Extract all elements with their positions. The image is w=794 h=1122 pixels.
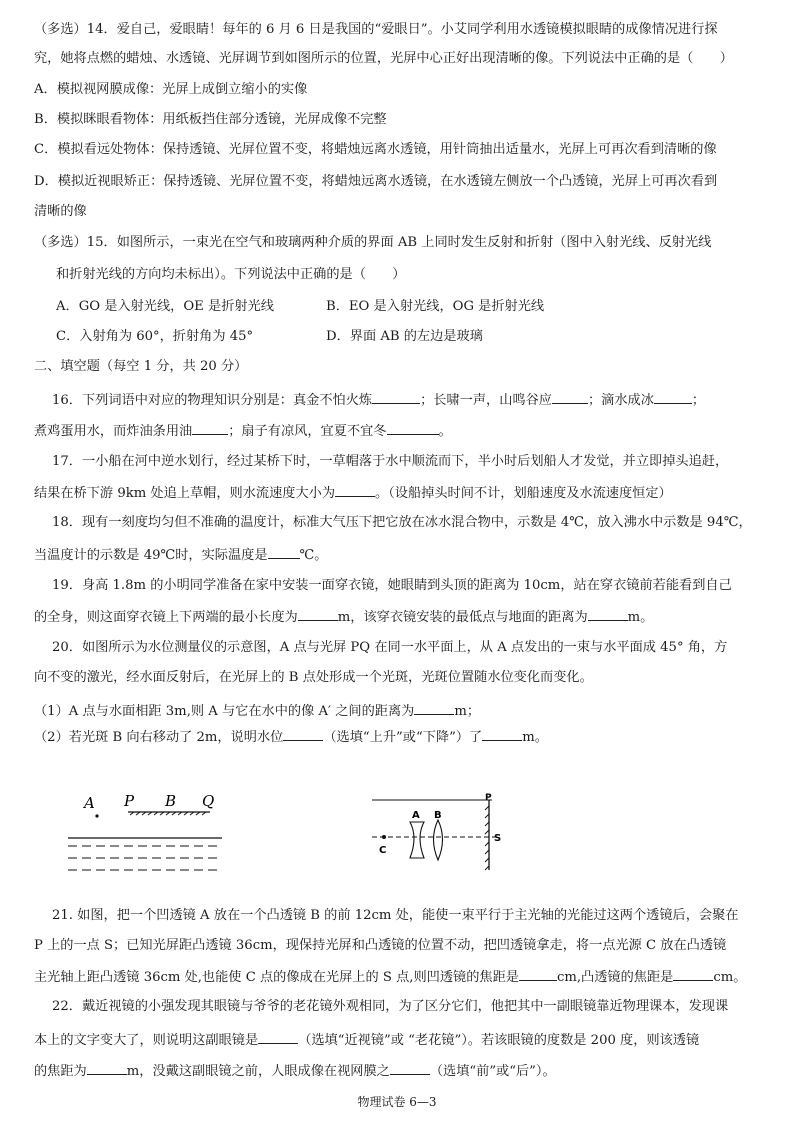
fig20-label-p: P bbox=[124, 792, 135, 810]
q14-option-b: B．模拟眯眼看物体：用纸板挡住部分透镜，光屏成像不完整 bbox=[34, 112, 387, 127]
q19-blank-1[interactable] bbox=[298, 606, 338, 621]
q20-blank-3[interactable] bbox=[482, 726, 522, 741]
q18-text-b: ℃。 bbox=[299, 548, 328, 563]
q18-line1: 18．现有一刻度均匀但不准确的温度计，标准大气压下把它放在冰水混合物中，示数是 4℃，放入沸水中示数是 94℃， bbox=[52, 515, 752, 530]
q20-blank-1[interactable] bbox=[414, 700, 454, 715]
lens-system-figure bbox=[368, 790, 518, 872]
q22-text-d: m，没戴这副眼镜之前，人眼成像在视网膜之 bbox=[126, 1064, 390, 1079]
q16-blank-4[interactable] bbox=[192, 420, 228, 435]
q21-text-c: cm。 bbox=[713, 970, 747, 985]
q21-line1: 21. 如图，把一个凹透镜 A 放在一个凸透镜 B 的前 12cm 处，能使一束平行于主光轴的光能过这两个透镜后，会聚在 bbox=[52, 908, 739, 923]
q21-blank-2[interactable] bbox=[673, 966, 713, 981]
q16-text-a: 16．下列词语中对应的物理知识分别是：真金不怕火炼 bbox=[52, 393, 373, 408]
q22-blank-3[interactable] bbox=[390, 1060, 430, 1075]
q19-line2 bbox=[34, 606, 653, 628]
q16-text-f: ；扇子有凉风，宜夏不宜冬 bbox=[228, 424, 387, 439]
q20-text-1a: （1）A 点与水面相距 3m,则 A 与它在水中的像 A′ 之间的距离为 bbox=[34, 704, 415, 719]
page-footer: 物理试卷 6—3 bbox=[357, 1095, 437, 1109]
q16-text-d: ； bbox=[691, 393, 706, 408]
q20-text-1b: m； bbox=[454, 704, 481, 719]
q17-blank-1[interactable] bbox=[335, 482, 375, 497]
fig20-label-q: Q bbox=[202, 792, 215, 810]
q17-line1: 17．一小船在河中逆水划行，经过某桥下时，一草帽落于水中顺流而下，半小时后划船人才发觉，并立即掉头追赶， bbox=[52, 454, 729, 469]
q16-blank-5[interactable] bbox=[387, 420, 439, 435]
q21-line2: P 上的一点 S；已知光屏距凸透镜 36cm，现保持光屏和凸透镜的位置不动，把凹透镜拿走，将一点光源 C 放在凸透镜 bbox=[34, 938, 727, 953]
q17-line2 bbox=[34, 482, 672, 504]
fig21-label-c: C bbox=[379, 845, 387, 856]
q15-stem-line1: （多选）15．如图所示，一束光在空气和玻璃两种介质的界面 AB 上同时发生反射和折射（图中入射光线、反射光线 bbox=[34, 235, 712, 250]
q18-blank-1[interactable] bbox=[268, 544, 300, 559]
q15-option-d: D．界面 AB 的左边是玻璃 bbox=[326, 329, 483, 344]
q19-blank-2[interactable] bbox=[588, 606, 628, 621]
q18-line2 bbox=[34, 544, 328, 566]
q20-line2: 向不变的激光，经水面反射后，在光屏上的 B 点处形成一个光斑，光斑位置随水位变化而变化。 bbox=[34, 670, 593, 685]
q14-option-a: A．模拟视网膜成像：光屏上成倒立缩小的实像 bbox=[34, 82, 308, 97]
q17-text-b: 。（设船掉头时间不计，划船速度及水流速度恒定） bbox=[375, 486, 672, 501]
q19-text-b: m，该穿衣镜安装的最低点与地面的距离为 bbox=[337, 610, 588, 625]
q20-part1 bbox=[34, 700, 480, 722]
q20-text-2c: m。 bbox=[522, 730, 548, 745]
convex-lens-b bbox=[434, 820, 443, 860]
q17-text-a: 结果在桥下游 9km 处追上草帽，则水流速度大小为 bbox=[34, 486, 336, 501]
q22-blank-2[interactable] bbox=[87, 1060, 127, 1075]
q15-option-c: C．入射角为 60°，折射角为 45° bbox=[56, 329, 254, 344]
q16-blank-2[interactable] bbox=[552, 389, 588, 404]
q21-line3 bbox=[34, 966, 746, 988]
q16-text-c: ；滴水成冰 bbox=[587, 393, 654, 408]
q16-blank-1[interactable] bbox=[372, 389, 420, 404]
q22-line1: 22．戴近视镜的小强发现其眼镜与爷爷的老花镜外观相同，为了区分它们，他把其中一副眼镜靠近物理课本，发现课 bbox=[52, 999, 729, 1014]
q16-text-e: 煮鸡蛋用水，而炸油条用油 bbox=[34, 424, 193, 439]
q22-text-c: 的焦距为 bbox=[34, 1064, 87, 1079]
q14-stem-line1: （多选）14．爱自己，爱眼睛！每年的 6 月 6 日是我国的“爱眼日”。小艾同学利用水透镜模拟眼睛的成像情况进行探 bbox=[34, 22, 718, 37]
q16-line1 bbox=[52, 389, 705, 411]
fig20-point-a bbox=[95, 814, 98, 817]
q21-blank-1[interactable] bbox=[519, 966, 557, 981]
concave-lens-a bbox=[410, 822, 424, 858]
fig21-point-c bbox=[382, 835, 386, 839]
q22-blank-1[interactable] bbox=[258, 1029, 298, 1044]
q21-text-b: cm,凸透镜的焦距是 bbox=[556, 970, 674, 985]
q22-line3 bbox=[34, 1060, 556, 1082]
q15-option-b: B．EO 是入射光线，OG 是折射光线 bbox=[326, 299, 545, 314]
q22-line2 bbox=[34, 1029, 699, 1051]
q14-option-d-line1: D．模拟近视眼矫正：保持透镜、光屏位置不变，将蜡烛远离水透镜，在水透镜左侧放一个凸透镜，光屏上可再次看到 bbox=[34, 174, 718, 189]
water-level-figure bbox=[60, 786, 230, 882]
q20-part2 bbox=[34, 726, 548, 748]
q20-text-2b: （选填“上升”或“下降”）了 bbox=[323, 730, 483, 745]
q15-option-a: A．GO 是入射光线，OE 是折射光线 bbox=[56, 299, 274, 314]
fig21-label-a: A bbox=[412, 810, 420, 821]
q19-line1: 19．身高 1.8m 的小明同学准备在家中安装一面穿衣镜，她眼睛到头顶的距离为 10cm，站在穿衣镜前若能看到自己 bbox=[52, 578, 732, 593]
q22-text-a: 本上的文字变大了，则说明这副眼镜是 bbox=[34, 1033, 259, 1048]
q20-text-2a: （2）若光斑 B 向右移动了 2m，说明水位 bbox=[34, 730, 284, 745]
q16-text-g: 。 bbox=[438, 424, 452, 439]
q19-text-a: 的全身，则这面穿衣镜上下两端的最小长度为 bbox=[34, 610, 298, 625]
q14-option-d-line2: 清晰的像 bbox=[34, 204, 87, 219]
fig20-label-a: A bbox=[84, 794, 95, 812]
fig21-label-b: B bbox=[434, 810, 442, 821]
q16-blank-3[interactable] bbox=[654, 389, 692, 404]
q20-line1: 20．如图所示为水位测量仪的示意图，A 点与光屏 PQ 在同一水平面上，从 A 点发出的一束与水平面成 45° 角，方 bbox=[52, 640, 728, 655]
q15-stem-line2: 和折射光线的方向均未标出）。下列说法中正确的是（ ） bbox=[56, 267, 406, 282]
q16-line2 bbox=[34, 420, 452, 442]
q14-stem-line2: 究，她将点燃的蜡烛、水透镜、光屏调节到如图所示的位置，光屏中心正好出现清晰的像。下列说法中正确的是（ ） bbox=[34, 51, 733, 66]
q19-text-c: m。 bbox=[627, 610, 654, 625]
q21-text-a: 主光轴上距凸透镜 36cm 处,也能使 C 点的像成在光屏上的 S 点,则凹透镜的焦距是 bbox=[34, 970, 519, 985]
q22-text-e: （选填“前”或“后”）。 bbox=[429, 1064, 556, 1079]
q20-blank-2[interactable] bbox=[283, 726, 323, 741]
section-heading: 二、填空题（每空 1 分，共 20 分） bbox=[34, 359, 248, 374]
q22-text-b: （选填“近视镜”或 “老花镜”）。若该眼镜的度数是 200 度，则该透镜 bbox=[298, 1033, 700, 1048]
fig20-label-b: B bbox=[165, 792, 177, 810]
fig21-label-s: S bbox=[494, 833, 502, 844]
q18-text-a: 当温度计的示数是 49℃时，实际温度是 bbox=[34, 548, 268, 563]
q16-text-b: ；长啸一声，山鸣谷应 bbox=[420, 393, 552, 408]
fig21-label-p: P bbox=[485, 793, 492, 803]
q14-option-c: C．模拟看远处物体：保持透镜、光屏位置不变，将蜡烛远离水透镜，用针筒抽出适量水，光屏上可再次看到清晰的像 bbox=[34, 142, 717, 157]
